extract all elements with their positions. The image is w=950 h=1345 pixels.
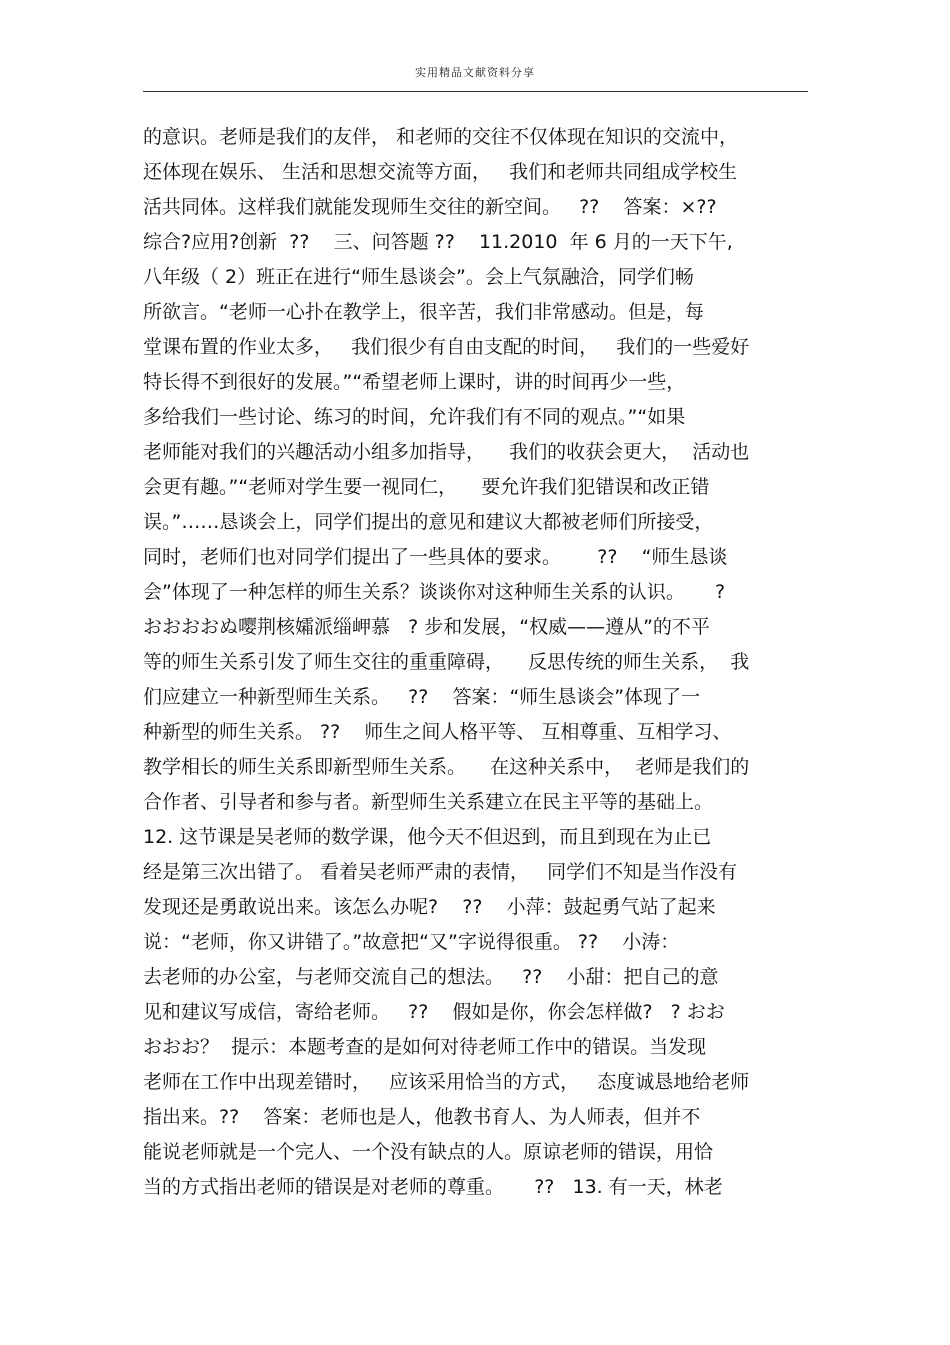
text-line: 会更有趣。”“老师对学生要一视同仁， 要允许我们犯错误和改正错 bbox=[143, 476, 710, 498]
text-line: 合作者、引导者和参与者。新型师生关系建立在民主平等的基础上。 bbox=[143, 791, 714, 813]
text-line: 老师在工作中出现差错时， 应该采用恰当的方式， 态度诚恳地给老师 bbox=[143, 1071, 750, 1093]
text-line: 能说老师就是一个完人、一个没有缺点的人。原谅老师的错误，用恰 bbox=[143, 1141, 714, 1163]
text-line: 误。”……恳谈会上，同学们提出的意见和建议大都被老师们所接受， bbox=[143, 511, 714, 533]
text-line: 说：“老师，你又讲错了。”故意把“又”字说得很重。 ?? 小涛： bbox=[143, 931, 680, 953]
text-line: 会”体现了一种怎样的师生关系？谈谈你对这种师生关系的认识。 ? bbox=[143, 581, 726, 603]
text-line: 发现还是勇敢说出来。该怎么办呢? ?? 小萍：鼓起勇气站了起来 bbox=[143, 896, 716, 918]
text-line: 们应建立一种新型师生关系。 ?? 答案：“师生恳谈会”体现了一 bbox=[143, 686, 701, 708]
document-body bbox=[143, 120, 813, 1205]
text-line: 等的师生关系引发了师生交往的重重障碍， 反思传统的师生关系， 我 bbox=[143, 651, 750, 673]
text-line: 特长得不到很好的发展。”“希望老师上课时，讲的时间再少一些， bbox=[143, 371, 686, 393]
text-line: 所欲言。“老师一心扑在教学上，很辛苦，我们非常感动。但是，每 bbox=[143, 301, 704, 323]
text-line: 指出来。?? 答案：老师也是人，他教书育人、为人师表，但并不 bbox=[143, 1106, 701, 1128]
header-divider bbox=[143, 91, 808, 92]
text-line: 去老师的办公室，与老师交流自己的想法。 ?? 小甜：把自己的意 bbox=[143, 966, 719, 988]
text-line: 八年级（ 2）班正在进行“师生恳谈会”。会上气氛融洽，同学们畅 bbox=[143, 266, 694, 288]
text-line: 经是第三次出错了。 看着吴老师严肃的表情， 同学们不知是当作没有 bbox=[143, 861, 738, 883]
text-line: おおお？ 提示：本题考查的是如何对待老师工作中的错误。当发现 bbox=[143, 1036, 707, 1058]
text-line: 堂课布置的作业太多， 我们很少有自由支配的时间， 我们的一些爱好 bbox=[143, 336, 750, 358]
text-line: 12. 这节课是吴老师的数学课，他今天不但迟到，而且到现在为止已 bbox=[143, 826, 712, 848]
text-line: 见和建议写成信，寄给老师。 ?? 假如是你，你会怎样做? ? おお bbox=[143, 1001, 725, 1023]
text-line: 还体现在娱乐、 生活和思想交流等方面， 我们和老师共同组成学校生 bbox=[143, 161, 738, 183]
text-line: 老师能对我们的兴趣活动小组多加指导， 我们的收获会更大， 活动也 bbox=[143, 441, 750, 463]
text-line: 当的方式指出老师的错误是对老师的尊重。 ?? 13. 有一天，林老 bbox=[143, 1176, 723, 1198]
text-line: 同时，老师们也对同学们提出了一些具体的要求。 ?? “师生恳谈 bbox=[143, 546, 728, 568]
text-line: 种新型的师生关系。 ?? 师生之间人格平等、 互相尊重、互相学习、 bbox=[143, 721, 732, 743]
text-line: 多给我们一些讨论、练习的时间，允许我们有不同的观点。”“如果 bbox=[143, 406, 686, 428]
text-line: 活共同体。这样我们就能发现师生交往的新空间。 ?? 答案：×?? bbox=[143, 196, 717, 218]
text-line: おおおおぬ嘤荆核孀派缁岬慕 ? 步和发展，“权威——遵从”的不平 bbox=[143, 616, 710, 638]
text-line: 综合?应用?创新 ?? 三、问答题 ?? 11.2010 年 6 月的一天下午, bbox=[143, 231, 733, 253]
text-line: 教学相长的师生关系即新型师生关系。 在这种关系中， 老师是我们的 bbox=[143, 756, 750, 778]
page-header: 实用精品文献资料分享 bbox=[415, 66, 535, 79]
text-line: 的意识。老师是我们的友伴， 和老师的交往不仅体现在知识的交流中， bbox=[143, 126, 739, 148]
